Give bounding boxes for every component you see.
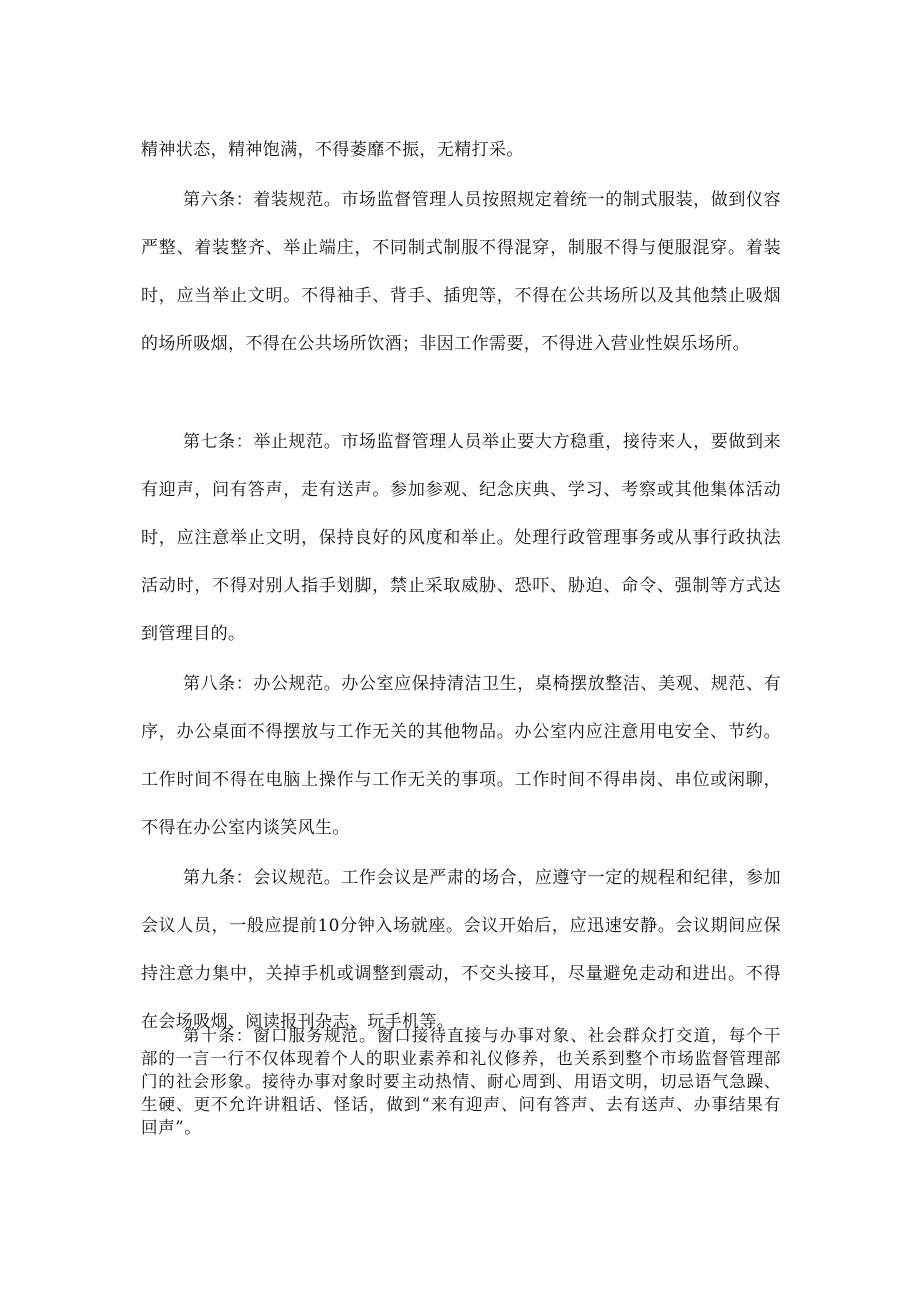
paragraph-article-9-meetings: 第九条：会议规范。工作会议是严肃的场合，应遵守一定的规程和纪律，参加会议人员，一般应提前10分钟入场就座。会议开始后，应迅速安静。会议期间应保持注意力集中，关掉手机或调整到震动，不交头接耳，尽量避免走动和进出。不得在会场吸烟、阅读报刊杂志、玩手机等。 bbox=[141, 868, 781, 1032]
paragraph-article-8-office: 第八条：办公规范。办公室应保持清洁卫生，桌椅摆放整洁、美观、规范、有序，办公桌面不得摆放与工作无关的其他物品。办公室内应注意用电安全、节约。工作时间不得在电脑上操作与工作无关的事项。工作时间不得串岗、串位或闲聊，不得在办公室内谈笑风生。 bbox=[141, 674, 781, 838]
paragraph-continuation: 精神状态，精神饱满，不得萎靡不振，无精打采。 bbox=[141, 140, 524, 160]
paragraph-article-10-window-service: 第十条：窗口服务规范。窗口接待直接与办事对象、社会群众打交道，每个干部的一言一行不仅体现着个人的职业素养和礼仪修养，也关系到整个市场监督管理部门的社会形象。接待办事对象时要主动热情、耐心周到、用语文明，切忌语气急躁、生硬、更不允许讲粗话、怪话，做到“来有迎声、问有答声、去有送声、办事结果有回声”。 bbox=[141, 1026, 781, 1137]
paragraph-article-6-dress-code: 第六条：着装规范。市场监督管理人员按照规定着统一的制式服装，做到仪容严整、着装整齐、举止端庄，不同制式制服不得混穿，制服不得与便服混穿。着装时，应当举止文明。不得袖手、背手、插兜等，不得在公共场所以及其他禁止吸烟的场所吸烟，不得在公共场所饮酒；非因工作需要，不得进入营业性娱乐场所。 bbox=[141, 190, 781, 354]
paragraph-article-7-conduct: 第七条：举止规范。市场监督管理人员举止要大方稳重，接待来人，要做到来有迎声，问有答声，走有送声。参加参观、纪念庆典、学习、考察或其他集体活动时，应注意举止文明，保持良好的风度和举止。处理行政管理事务或从事行政执法活动时，不得对别人指手划脚，禁止采取威胁、恐吓、胁迫、命令、强制等方式达到管理目的。 bbox=[141, 432, 781, 644]
